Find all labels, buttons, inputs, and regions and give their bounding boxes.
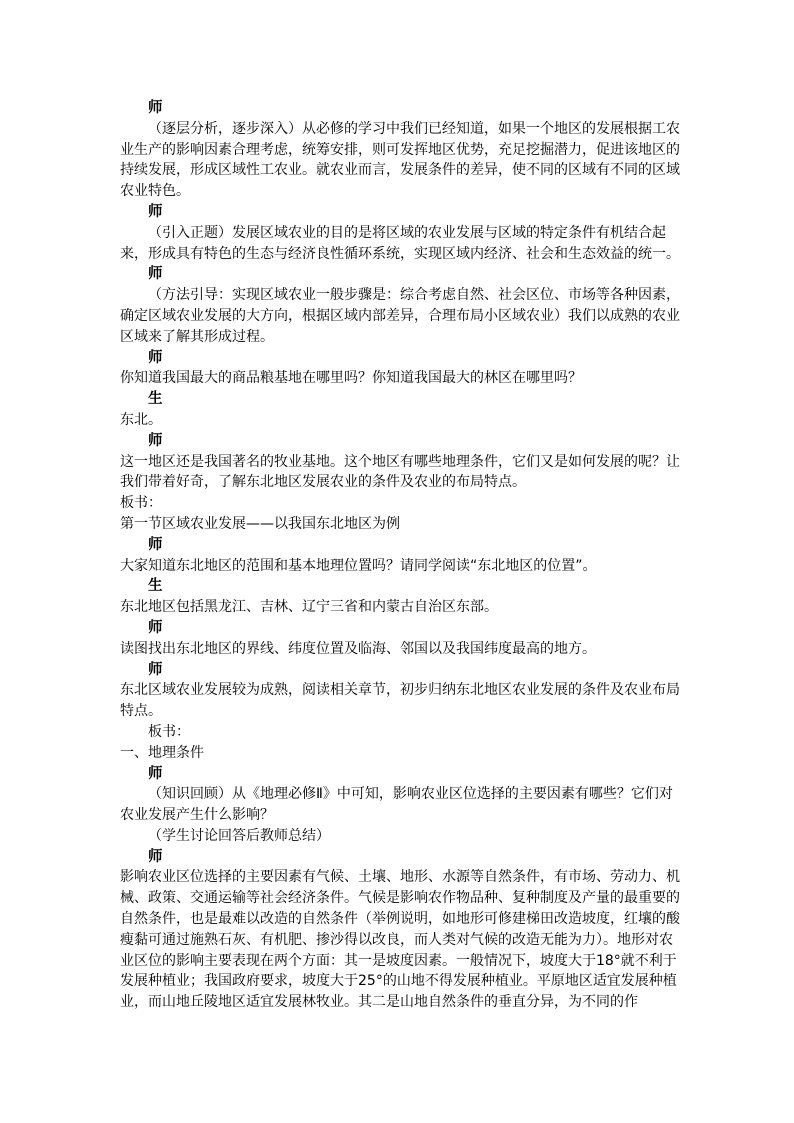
speaker-label: 师 [148, 661, 163, 678]
speaker-label: 师 [148, 848, 163, 865]
paragraph: （方法引导：实现区域农业一般步骤是：综合考虑自然、社会区位、市场等各种因素，确定区域农业发展的大方向，根据区域内部差异，合理布局小区域农业）我们以成熟的农业区域来了解其形成过程。 [120, 287, 680, 345]
paragraph: （逐层分析，逐步深入）从必修的学习中我们已经知道，如果一个地区的发展根据工农业生产的影响因素合理考虑，统筹安排，则可发挥地区优势，充足挖掘潜力，促进该地区的持续发展，形成区域性工农业。就农业而言，发展条件的差异，使不同的区域有不同的区域农业特色。 [120, 120, 680, 200]
paragraph: 你知道我国最大的商品粮基地在哪里吗？你知道我国最大的林区在哪里吗？ [120, 370, 582, 387]
stage-direction: （学生讨论回答后教师总结） [148, 827, 330, 844]
speaker-label: 师 [148, 100, 163, 116]
speaker-label: 生 [148, 578, 163, 595]
speaker-label: 师 [148, 765, 163, 782]
subsection-title: 一、地理条件 [120, 744, 204, 761]
speaker-label: 师 [148, 349, 163, 366]
board-note-label: 板书： [148, 723, 190, 740]
speaker-label: 师 [148, 536, 163, 553]
speaker-label: 师 [148, 266, 163, 283]
speaker-label: 师 [148, 203, 163, 220]
speaker-label: 生 [148, 391, 163, 408]
paragraph: （引入正题）发展区域农业的目的是将区域的农业发展与区域的特定条件有机结合起来，形成具有特色的生态与经济良性循环系统，实现区域内经济、社会和生态效益的统一。 [120, 224, 680, 262]
speaker-label: 师 [148, 619, 163, 636]
paragraph: 东北。 [120, 411, 162, 428]
paragraph: 东北区域农业发展较为成熟，阅读相关章节，初步归纳东北地区农业发展的条件及农业布局特点。 [120, 682, 680, 720]
paragraph: 影响农业区位选择的主要因素有气候、土壤、地形、水源等自然条件，有市场、劳动力、机械、政策、交通运输等社会经济条件。气候是影响农作物品种、复种制度及产量的最重要的自然条件，也是最难以改造的自然条件（举例说明，如地形可修建梯田改造坡度，红壤的酸瘦黏可通过施熟石灰、有机肥、掺沙得以改良，而人类对气候的改造无能为力）。地形对农业区位的影响主要表现在两个方面：其一是坡度因素。一般情况下，坡度大于18°就不利于发展种植业；我国政府要求，坡度大于25°的山地不得发展种植业。平原地区适宜发展种植业，而山地丘陵地区适宜发展林牧业。其二是山地自然条件的垂直分异，为不同的作 [120, 869, 680, 1011]
board-note-label: 板书： [120, 495, 162, 512]
paragraph: （知识回顾）从《地理必修Ⅱ》中可知，影响农业区位选择的主要因素有哪些？它们对农业发展产生什么影响？ [120, 786, 673, 824]
document-body [120, 98, 680, 1013]
paragraph: 大家知道东北地区的范围和基本地理位置吗？请同学阅读“东北地区的位置”。 [120, 557, 597, 574]
speaker-label: 师 [148, 432, 163, 449]
section-title: 第一节区域农业发展——以我国东北地区为例 [120, 515, 400, 532]
paragraph: 这一地区还是我国著名的牧业基地。这个地区有哪些地理条件，它们又是如何发展的呢？让我们带着好奇，了解东北地区发展农业的条件及农业的布局特点。 [120, 453, 680, 491]
paragraph: 读图找出东北地区的界线、纬度位置及临海、邻国以及我国纬度最高的地方。 [120, 640, 596, 657]
paragraph: 东北地区包括黑龙江、吉林、辽宁三省和内蒙古自治区东部。 [120, 599, 498, 616]
